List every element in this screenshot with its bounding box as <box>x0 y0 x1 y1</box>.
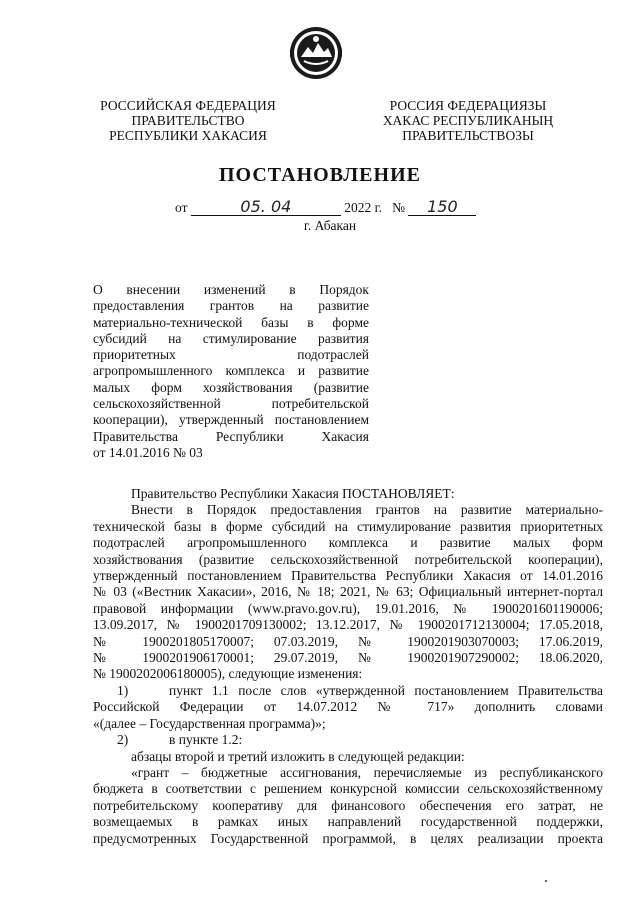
body-line: № 1900201805170007; 07.03.2019, № 1900201903070003; 17.06.2019, <box>93 633 603 649</box>
list-item-number: 2) <box>117 732 129 748</box>
quote-line: бюджета в соответствии с решением конкурсной комиссии сельскохозяйственному <box>93 781 603 797</box>
body-line: технической базы в форме субсидий на стимулирование развития приоритетных <box>93 518 603 534</box>
number-label: № <box>392 200 406 215</box>
header-left-line: РЕСПУБЛИКИ ХАКАСИЯ <box>109 128 267 143</box>
title-line: материально-технической базы в форме <box>93 314 369 330</box>
title-line: малых форм хозяйствования (развитие <box>93 379 369 395</box>
title-line: от 14.01.2016 № 03 <box>93 444 203 460</box>
list-item-2 <box>93 732 603 748</box>
document-body <box>93 486 603 847</box>
header-right-line: РОССИЯ ФЕДЕРАЦИЯЗЫ <box>389 98 547 113</box>
header-right-line: ПРАВИТЕЛЬСТВОЗЫ <box>402 128 534 143</box>
body-line: подотраслей агропромышленного комплекса и развитие малых форм <box>93 535 603 551</box>
header-left-line: ПРАВИТЕЛЬСТВО <box>131 113 245 128</box>
body-line: утвержденный постановлением Правительства Республики Хакасия от 14.01.2016 <box>93 568 603 584</box>
body-line: Внести в Порядок предоставления грантов на развитие материально- <box>131 502 603 518</box>
body-line: правовой информации (www.pravo.gov.ru), 19.01.2016, № 1900201601190006; <box>93 600 603 616</box>
document-type-title: ПОСТАНОВЛЕНИЕ <box>219 164 421 186</box>
scan-speck <box>545 880 547 882</box>
city-line <box>0 218 640 234</box>
quote-line: возмещаемых в рамках иных направлений государственной поддержки, <box>93 814 603 830</box>
title-line: кооперации), утвержденный постановлением <box>93 412 369 428</box>
title-line: О внесении изменений в Порядок <box>93 282 369 297</box>
quote-line: «грант – бюджетные ассигнования, перечисляемые из республиканского <box>131 764 603 780</box>
header-right-block <box>368 98 568 143</box>
resolution-title <box>93 282 369 461</box>
title-line: субсидий на стимулирование развития <box>93 330 369 346</box>
body-line: «(далее – Государственная программа)»; <box>93 715 326 731</box>
list-item-text: пункт 1.1 после слов «утвержденной постановлением Правительства <box>169 682 603 698</box>
title-line: сельскохозяйственной потребительской <box>93 396 369 412</box>
list-item-1 <box>93 683 603 699</box>
body-line: хозяйствования (развитие сельскохозяйственной потребительской кооперации), <box>93 551 603 567</box>
title-line: Правительства Республики Хакасия <box>93 428 369 444</box>
header-right-line: ХАКАС РЕСПУБЛИКАНЫҢ <box>382 113 554 128</box>
handwritten-number: 150 <box>427 197 458 216</box>
quote-line: потребительскому кооперативу для финансового обеспечения его затрат, не <box>93 797 603 813</box>
number-field <box>408 197 476 216</box>
list-item-number: 1) <box>117 682 129 698</box>
quote-line: предусмотренных Государственной программой, в целях реализации проекта <box>93 830 603 846</box>
intro-paragraph: Правительство Республики Хакасия ПОСТАНОВЛЯЕТ: <box>131 486 455 501</box>
body-line: № 03 («Вестник Хакасии», 2016, № 18; 2021, № 63; Официальный интернет-портал <box>93 584 603 600</box>
header-left-block <box>88 98 288 143</box>
body-line: Российской Федерации от 14.07.2012 № 717» дополнить словами <box>93 699 603 715</box>
date-year: 2022 г. <box>344 200 382 215</box>
title-line: агропромышленного комплекса и развитие <box>93 363 369 379</box>
handwritten-date: 05. 04 <box>240 197 292 216</box>
title-line: предоставления грантов на развитие <box>93 298 369 314</box>
body-line: № 1900202006180005), следующие изменения: <box>93 666 363 682</box>
body-line: 13.09.2017, № 1900201709130002; 13.12.2017, № 1900201712130004; 17.05.2018, <box>93 617 603 633</box>
date-field <box>191 197 341 216</box>
title-line: приоритетных подотраслей <box>93 347 369 363</box>
header-left-line: РОССИЙСКАЯ ФЕДЕРАЦИЯ <box>100 98 276 113</box>
list-item-text: в пункте 1.2: <box>169 732 243 748</box>
date-number-line <box>175 197 476 216</box>
city-name: г. Абакан <box>303 218 357 233</box>
body-line: абзацы второй и третий изложить в следующей редакции: <box>131 748 465 764</box>
body-line: № 1900201906170001; 29.07.2019, № 1900201907290002; 18.06.2020, <box>93 650 603 666</box>
coat-of-arms-emblem <box>288 25 344 81</box>
date-prefix: от <box>175 200 188 215</box>
